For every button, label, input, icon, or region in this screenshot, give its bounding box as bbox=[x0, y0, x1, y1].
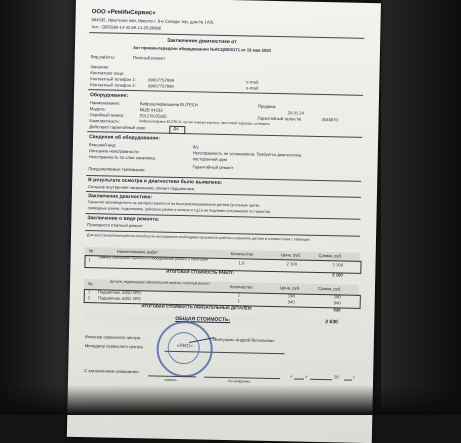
stamp-text: «РИС» bbox=[176, 342, 193, 350]
coupon-label: Гарантийный талон № bbox=[257, 115, 302, 122]
equipment-serial-value: Z01278-05165 bbox=[139, 113, 167, 119]
faults-header: Сведения об оборудовании: bbox=[89, 134, 161, 142]
equipment-kit-label: Комплектность: bbox=[89, 118, 120, 124]
company-phone: тел.: (3952)69-14-42,69-14-35,69086 bbox=[91, 24, 162, 31]
customer-label: Заказчик: bbox=[90, 64, 109, 70]
conclusion-header: Заключение диагностики: bbox=[87, 193, 153, 201]
parts-row2-name: Подшипник, 6002 2RS bbox=[97, 295, 141, 302]
ack-label: С заключением ознакомлен bbox=[84, 368, 139, 375]
works-row-qty: 1,0 bbox=[238, 260, 245, 266]
appearance-label: Внешний вид: bbox=[88, 142, 117, 148]
parts-total: 530 bbox=[333, 307, 341, 313]
parts-row2-qty: 1 bbox=[237, 298, 241, 304]
works-col-name: Наименование работ bbox=[116, 248, 159, 255]
sale-label: Продажа: bbox=[257, 103, 277, 110]
phone1-value: 89007757999 bbox=[148, 77, 174, 83]
divider bbox=[88, 89, 363, 96]
date-year: 20 bbox=[334, 374, 339, 380]
works-col-price: Цена, руб. bbox=[280, 252, 302, 258]
parts-row1-name: Подшипник, 6000 2RS bbox=[97, 289, 141, 296]
parts-col-name: Детали, подлежащие обязательной замене / платный ремонт bbox=[110, 279, 211, 286]
date-day-line bbox=[294, 378, 304, 379]
work-type-label: Вид работы: bbox=[90, 54, 115, 60]
email-label-2: e-mail: bbox=[246, 85, 259, 91]
fault-label: Описание неисправности: bbox=[88, 148, 140, 155]
contact-label: Контактное лицо: bbox=[90, 70, 125, 76]
works-col-num: № bbox=[88, 248, 94, 254]
repair-type-header: Заключение о виде ремонта: bbox=[87, 215, 160, 223]
parts-col-price: Цена, руб. bbox=[279, 285, 301, 291]
prep-note: Для восстановления работоспособности инструмента необходимо произвести работы и заменить детали в соответствии с таблицей: bbox=[87, 233, 311, 242]
works-row-name: Замена электроинструмента и оборудования ремонт 2 категории bbox=[98, 255, 208, 262]
works-total-label: ИТОГОВАЯ СТОИМОСТЬ РАБОТ: bbox=[166, 268, 235, 276]
equipment-name-value: Виброшлифмашина ELITECH bbox=[139, 101, 199, 108]
request-label: Предъявляемые требования: bbox=[88, 166, 146, 173]
decode-caption: Расшифровка bbox=[227, 379, 251, 384]
company-name: ООО «РемИнСервис» bbox=[91, 9, 156, 17]
background-bottom bbox=[0, 385, 461, 415]
parts-total-label: ИТОГОВАЯ СТОИМОСТЬ ОБЯЗАТЕЛЬНЫХ ДЕТАЛЕЙ: bbox=[141, 303, 253, 311]
warranty-note: Гарантийный ремонт bbox=[192, 164, 234, 171]
background-right bbox=[381, 0, 461, 415]
equipment-serial-label: Серийный номер: bbox=[89, 112, 125, 118]
parts-col-num: № bbox=[87, 281, 93, 287]
parts-row1-num: 1 bbox=[87, 289, 91, 295]
sale-date: 20.01.24 bbox=[287, 110, 305, 116]
manager-label: Менеджер сервисного центра bbox=[84, 343, 143, 350]
diagnosis-header: В результате осмотра и диагностики было выявлено: bbox=[88, 177, 223, 186]
works-col-sum: Сумма, руб. bbox=[318, 252, 343, 259]
work-type-value: Платный ремонт bbox=[132, 55, 166, 61]
parts-row1-price: 190 bbox=[287, 293, 295, 299]
warranty-label: Действует гарантийный срок: bbox=[89, 124, 147, 131]
equipment-header: Оборудование: bbox=[89, 92, 129, 99]
document-sheet: ООО «РемИнСервис» 664035, Иркутская обл, Иркутск г, 8-е Склады тер, дом № 1А/5, тел.: (3952)69-14-42,69-14-35,69086 Заключение диагностики от Акт приема-передачи оборудования №АСЦ0000171 от 15 мая 2024 Вид работы: Платный ремонт Заказчик: Контактное лицо: Контактный телефон 1: 89007757999 Контактный телефон 2: 89007757999 e-mail: e-mail: Оборудование: Наименование: Виброшлифмашина ELITECH Модель: МШВ 04233 Серийный номер: Z01278-05165 Комплектность: Виброшлифовка ELITECH, пр-тип номера корпуса, хвостовой подошвы, шпиндель Действует гарантийный срок: Да Продажа: 20.01.24 Гарантийный талон № 4546870 Сведения об оборудовании: Внешний вид: б/у Описание неисправности: Неисправность не установлена. Требуется диагностика. Неисправность по слов заказчика: посторонний шум Гарантийный ремонт Предъявляемые требования: В результате осмотра и диагностики было выявлено: Сильное внутреннее загрязнение, клинит подшипники. Заключение диагностики: Гарантия производителя не распространяется на быстроизнашиваемые детали (угольные щетки, приводные ремни, подшипники, зубчатые ремни и колеса и т.д) и не подлежит устранению по гарантии. Заключение о виде ремонта: Произвести платный ремонт Для восстановления работоспособности инструмента необходимо произвести работы и заменить детали в соответствии с таблицей: № Наименование работ Количество Цена, руб. Сумма, руб. 1 Замена электроинструмента и оборудования ремонт 2 категории 1,0 2 100 2 100 ИТОГОВАЯ СТОИМОСТЬ РАБОТ: 2 100 № Детали, подлежащие обязательной замене / платный ремонт Количество Цена, руб. Сумма, руб. 1 Подшипник, 6000 2RS 1 190 190 2 Подшипник, 6002 2RS 1 340 340 ИТОГОВАЯ СТОИМОСТЬ ОБЯЗАТЕЛЬНЫХ ДЕТАЛЕЙ: 530 ОБЩАЯ СТОИМОСТЬ: 2 630 Инженер сервисного центра Мингушкин Андрей Витальевич Менеджер сервисного центра «РИС» С заключением ознакомлен подпись Расшифровка « » 20 г. bbox=[67, 0, 381, 443]
coupon-value: 4546870 bbox=[321, 116, 338, 123]
conclusion-text-1: Гарантия производителя не распространяется на быстроизнашиваемые детали (угольные щетки, bbox=[87, 200, 261, 208]
divider bbox=[89, 32, 364, 39]
warranty-value: Да bbox=[173, 125, 179, 131]
document-subtitle: Акт приема-передачи оборудования №АСЦ0000171 от 15 мая 2024 bbox=[132, 45, 271, 53]
works-total: 2 100 bbox=[332, 272, 343, 278]
email-label: e-mail: bbox=[246, 79, 259, 85]
equipment-kit-value: Виброшлифовка ELITECH, пр-тип номера корпуса, хвостовой подошвы, шпиндель bbox=[139, 119, 271, 126]
equipment-model-value: МШВ 04233 bbox=[139, 107, 163, 113]
parts-row1-sum: 190 bbox=[333, 294, 341, 300]
document-title: Заключение диагностики от bbox=[167, 37, 237, 46]
works-row-sum: 2 100 bbox=[332, 262, 344, 268]
parts-col-qty: Количество bbox=[229, 284, 253, 290]
parts-col-sum: Сумма, руб. bbox=[317, 285, 342, 292]
grand-total-value: 2 630 bbox=[325, 319, 338, 326]
repair-type-text: Произвести платный ремонт bbox=[87, 222, 144, 229]
works-col-qty: Количество bbox=[230, 251, 254, 257]
grand-total-label: ОБЩАЯ СТОИМОСТЬ: bbox=[175, 315, 231, 324]
appearance-value: б/у bbox=[192, 144, 199, 150]
parts-row2-sum: 340 bbox=[333, 300, 341, 306]
client-fault-label: Неисправность по слов заказчика: bbox=[88, 154, 156, 161]
company-address: 664035, Иркутская обл, Иркутск г, 8-е Склады тер, дом № 1А/5, bbox=[91, 17, 215, 25]
works-row-price: 2 100 bbox=[286, 261, 298, 267]
phone1-label: Контактный телефон 1: bbox=[90, 76, 136, 83]
client-fault-value: посторонний шум bbox=[192, 156, 228, 163]
engineer-name: Мингушкин Андрей Витальевич bbox=[212, 336, 275, 344]
equipment-model-label: Модель: bbox=[89, 106, 106, 112]
parts-row2-num: 2 bbox=[87, 295, 91, 301]
engineer-label: Инженер сервисного центра bbox=[84, 334, 141, 341]
phone2-label: Контактный телефон 2: bbox=[90, 82, 136, 89]
phone2-value: 89007757999 bbox=[148, 83, 174, 89]
date-year-line bbox=[344, 380, 352, 381]
conclusion-text-2: приводные ремни, подшипники, зубчатые ремни и колеса и т.д) и не подлежит устранению по гарантии. bbox=[87, 206, 272, 214]
fault-value: Неисправность не установлена. Требуется диагностика. bbox=[192, 150, 303, 158]
date-year-suffix: г. bbox=[353, 374, 356, 380]
diagnosis-text: Сильное внутреннее загрязнение, клинит подшипники. bbox=[88, 184, 196, 192]
equipment-name-label: Наименование: bbox=[89, 100, 121, 106]
company-stamp bbox=[156, 321, 213, 378]
works-row-num: 1 bbox=[88, 257, 91, 263]
parts-row1-qty: 1 bbox=[237, 292, 241, 298]
date-month-line bbox=[310, 379, 332, 380]
parts-row2-price: 340 bbox=[287, 299, 295, 305]
sign-caption: подпись bbox=[163, 377, 177, 383]
